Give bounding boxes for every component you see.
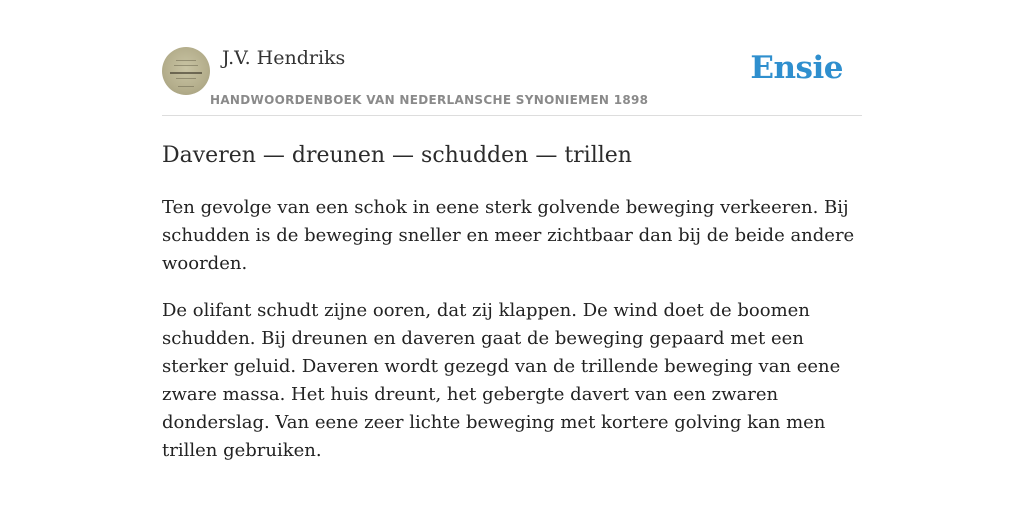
cover-text-line: [178, 86, 194, 87]
cover-text-line: [170, 72, 202, 74]
entry-card: [162, 40, 862, 465]
brand-logo[interactable]: Ensie: [750, 50, 843, 86]
author-name[interactable]: J.V. Hendriks: [222, 47, 346, 69]
entry-paragraph: De olifant schudt zijne ooren, dat zij klappen. De wind doet de boomen schudden. Bij dreunen en daveren gaat de beweging gepaard met een sterker geluid. Daveren wordt gezegd van de trillende beweging van eene zware massa. Het huis dreunt, het gebergte davert van een zwaren donderslag. Van eene zeer lichte beweging met kortere golving kan men trillen gebruiken.: [162, 300, 841, 461]
cover-text-line: [176, 60, 196, 61]
book-cover-avatar[interactable]: [162, 47, 210, 95]
entry-title: Daveren — dreunen — schudden — trillen: [162, 143, 632, 168]
cover-text-line: [174, 65, 198, 66]
entry-header: [162, 40, 862, 116]
source-title[interactable]: HANDWOORDENBOEK VAN NEDERLANSCHE SYNONIEMEN 1898: [210, 93, 649, 107]
entry-paragraph: Ten gevolge van een schok in eene sterk golvende beweging verkeeren. Bij schudden is de beweging sneller en meer zichtbaar dan bij de beide andere woorden.: [162, 197, 855, 274]
cover-text-line: [176, 78, 196, 79]
